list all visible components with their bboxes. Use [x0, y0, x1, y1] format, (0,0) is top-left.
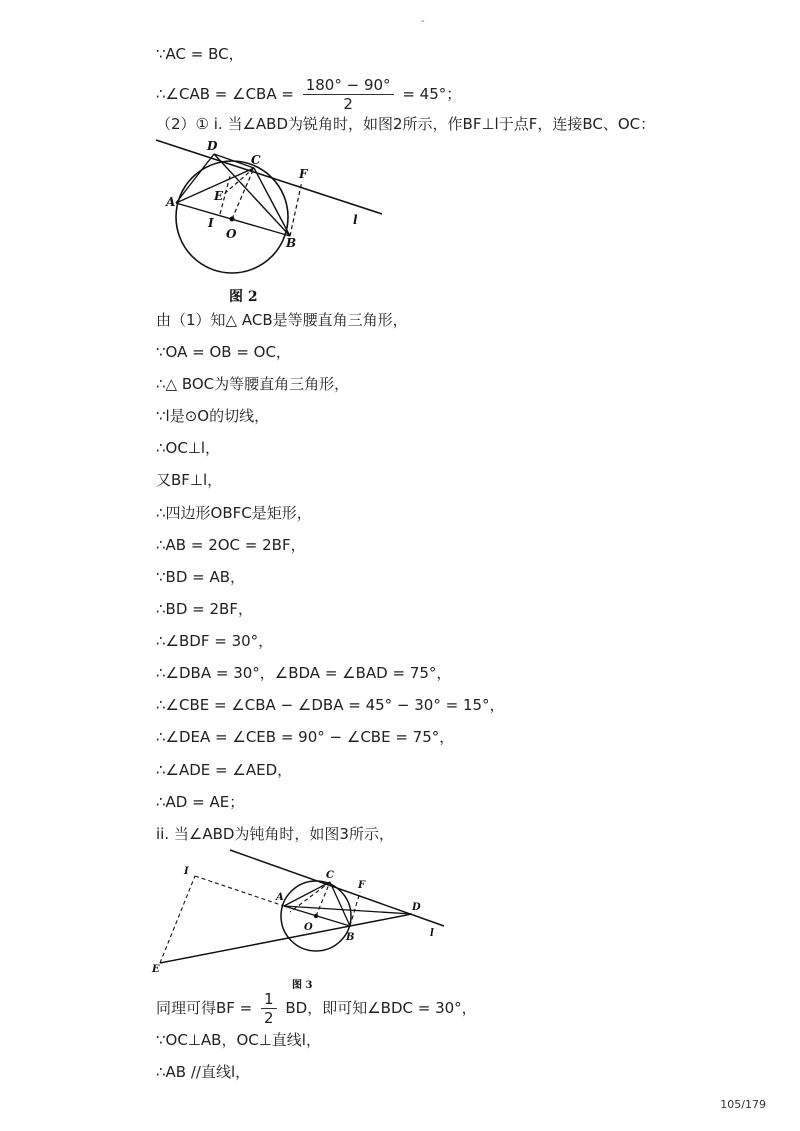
proof-line: ∴∠ADE = ∠AED，: [156, 761, 293, 779]
proof-line: 又BF⊥l，: [156, 471, 223, 489]
proof-line: ∴∠DBA = 30°，∠BDA = ∠BAD = 75°，: [156, 664, 452, 682]
proof-line: ∴AB = 2OC = 2BF，: [156, 536, 306, 554]
proof-line: ∴OC⊥l，: [156, 439, 221, 457]
label-o: O: [226, 227, 237, 241]
proof-line: ∵AC = BC，: [156, 45, 244, 63]
label-a: A: [276, 892, 284, 903]
proof-line: ∴∠BDF = 30°，: [156, 632, 274, 650]
center-point-o: [230, 217, 235, 222]
proof-line: （2）① i. 当∠ABD为锐角时，如图2所示，作BF⊥l于点F，连接BC、OC：: [156, 115, 656, 133]
fraction-denominator: 2: [343, 95, 353, 113]
label-e: E: [152, 964, 160, 974]
proof-line: ∴BD = 2BF，: [156, 600, 253, 618]
segment-ac: [284, 882, 330, 906]
proof-line: ii. 当∠ABD为钝角时，如图3所示，: [156, 825, 394, 843]
label-b: B: [286, 236, 297, 250]
segment-eb: [160, 926, 350, 963]
label-d: D: [412, 902, 421, 913]
dashed-bf: [290, 181, 302, 236]
segment-ad: [176, 154, 214, 203]
proof-line-suffix: BD，即可知∠BDC = 30°，: [285, 999, 477, 1017]
dashed-ei: [160, 876, 195, 963]
proof-line-fraction: [156, 990, 477, 1027]
fraction-numerator: 1: [261, 990, 277, 1009]
label-c: C: [251, 153, 261, 167]
tangent-line-l: [156, 140, 382, 214]
label-d: D: [207, 139, 218, 153]
label-l: l: [430, 928, 434, 939]
proof-line: 由（1）知△ ACB是等腰直角三角形，: [156, 311, 408, 329]
fraction: [261, 990, 277, 1027]
dashed-bf: [350, 892, 360, 926]
label-l: l: [353, 213, 358, 227]
label-a: A: [166, 195, 176, 209]
proof-line: ∵l是⊙O的切线，: [156, 407, 270, 425]
label-f: F: [358, 880, 366, 891]
proof-line: ∴AB //直线l，: [156, 1063, 251, 1081]
proof-line: ∴△ BOC为等腰直角三角形，: [156, 375, 350, 393]
figure-2-diagram: [150, 134, 390, 279]
proof-line-fraction: [156, 76, 461, 113]
proof-line: ∵BD = AB，: [156, 568, 246, 586]
label-e: E: [214, 189, 224, 203]
segment-bd: [350, 914, 412, 926]
proof-line-prefix: 同理可得BF =: [156, 999, 253, 1017]
proof-line: ∴AD = AE；: [156, 793, 245, 811]
proof-line: ∴∠DEA = ∠CEB = 90° − ∠CBE = 75°，: [156, 728, 455, 746]
header-mark: -: [421, 16, 425, 27]
fraction-denominator: 2: [264, 1009, 274, 1027]
fraction: [303, 76, 394, 113]
label-b: B: [346, 932, 355, 943]
proof-line-lhs: ∴∠CAB = ∠CBA =: [156, 85, 294, 103]
proof-line: ∴∠CBE = ∠CBA − ∠DBA = 45° − 30° = 15°，: [156, 696, 505, 714]
label-i: I: [208, 216, 214, 230]
center-point-o: [314, 914, 318, 918]
dashed-ia: [195, 876, 284, 906]
figure-2-caption: 图 2: [229, 289, 258, 305]
label-c: C: [326, 870, 334, 881]
label-i: I: [184, 866, 189, 877]
page-number: 105/179: [720, 1098, 766, 1111]
label-o: O: [304, 922, 313, 933]
proof-line: ∵OC⊥AB，OC⊥直线l，: [156, 1031, 321, 1049]
figure-3-diagram: [150, 846, 450, 974]
fraction-numerator: 180° − 90°: [303, 76, 394, 95]
proof-line: ∵OA = OB = OC，: [156, 343, 291, 361]
figure-3-caption: 图 3: [292, 980, 313, 991]
label-f: F: [299, 167, 308, 181]
proof-line-rhs: = 45°；: [402, 85, 462, 103]
proof-line: ∴四边形OBFC是矩形，: [156, 504, 312, 522]
